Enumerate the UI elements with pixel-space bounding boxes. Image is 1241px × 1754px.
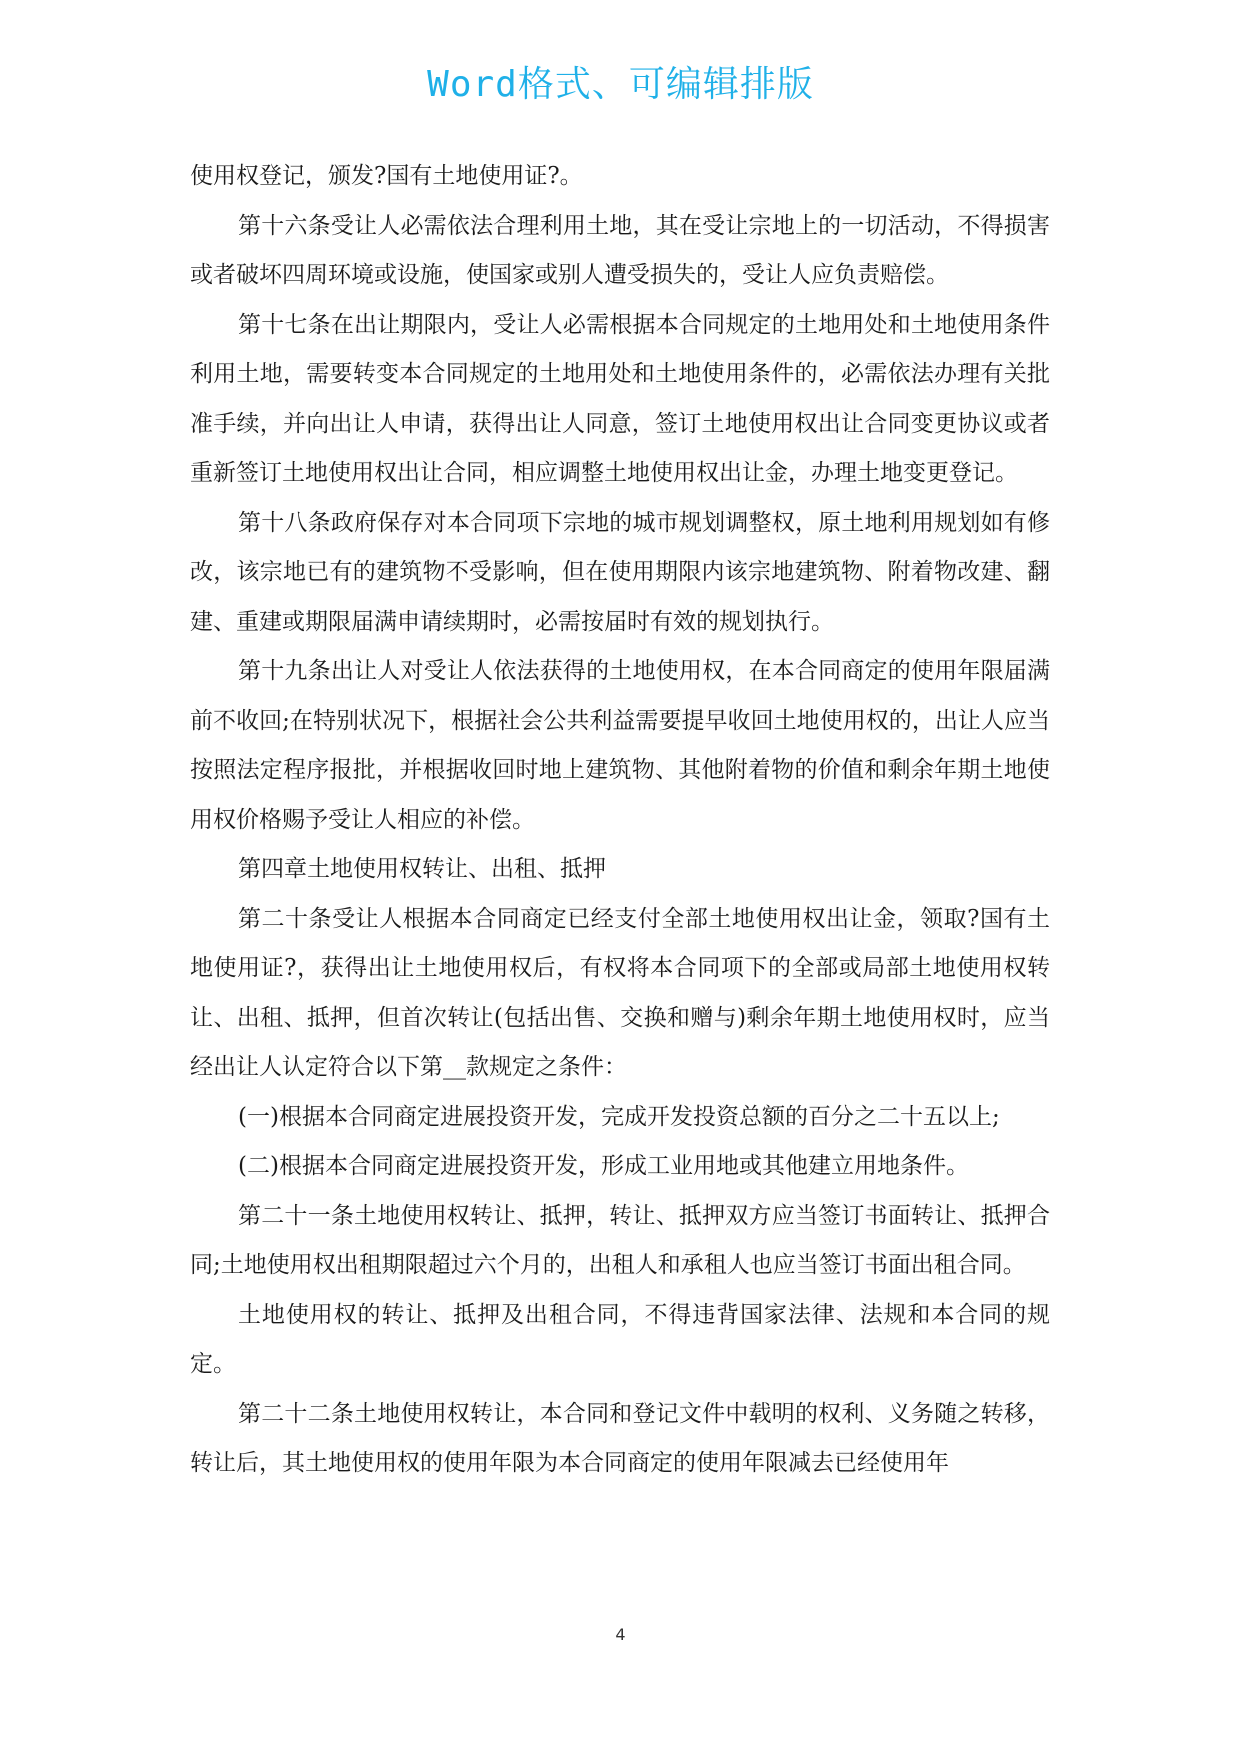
chapter-heading: 第四章土地使用权转让、出租、抵押 bbox=[238, 856, 606, 882]
paragraph-article-16: 第十六条受让人必需依法合理利用土地，其在受让宗地上的一切活动，不得损害或者破坏四周环境或设施，使国家或别人遭受损失的，受让人应负责赔偿。 bbox=[190, 212, 1050, 288]
paragraph-article-20: 第二十条受让人根据本合同商定已经支付全部土地使用权出让金，领取?国有土地使用证?，获得出让土地使用权后，有权将本合同项下的全部或局部土地使用权转让、出租、抵押，但首次转让(包括出售、交换和赠与)剩余年期土地使用权时，应当经出让人认定符合以下第__款规定之条件： bbox=[190, 905, 1050, 1080]
paragraph-article-21-contd: 土地使用权的转让、抵押及出租合同，不得违背国家法律、法规和本合同的规定。 bbox=[190, 1301, 1050, 1377]
paragraph-article-18: 第十八条政府保存对本合同项下宗地的城市规划调整权，原土地利用规划如有修改，该宗地已有的建筑物不受影响，但在使用期限内该宗地建筑物、附着物改建、翻建、重建或期限届满申请续期时，必需按届时有效的规划执行。 bbox=[190, 509, 1050, 635]
paragraph-article-22: 第二十二条土地使用权转让，本合同和登记文件中载明的权利、义务随之转移，转让后，其土地使用权的使用年限为本合同商定的使用年限减去已经使用年 bbox=[190, 1400, 1050, 1476]
document-body bbox=[190, 152, 1050, 1489]
list-item-condition-1: (一)根据本合同商定进展投资开发，完成开发投资总额的百分之二十五以上; bbox=[238, 1103, 1000, 1130]
list-item-condition-2: (二)根据本合同商定进展投资开发，形成工业用地或其他建立用地条件。 bbox=[238, 1153, 969, 1179]
paragraph-continuation: 使用权登记，颁发?国有土地使用证?。 bbox=[190, 163, 583, 189]
paragraph-article-21: 第二十一条土地使用权转让、抵押，转让、抵押双方应当签订书面转让、抵押合同;土地使用权出租期限超过六个月的，出租人和承租人也应当签订书面出租合同。 bbox=[190, 1202, 1050, 1278]
page-header-title: Word格式、可编辑排版 bbox=[427, 64, 814, 105]
paragraph-article-17: 第十七条在出让期限内，受让人必需根据本合同规定的土地用处和土地使用条件利用土地，需要转变本合同规定的土地用处和土地使用条件的，必需依法办理有关批准手续，并向出让人申请，获得出让人同意，签订土地使用权出让合同变更协议或者重新签订土地使用权出让合同，相应调整土地使用权出让金，办理土地变更登记。 bbox=[190, 311, 1050, 486]
page-number: 4 bbox=[615, 1625, 626, 1644]
paragraph-article-19: 第十九条出让人对受让人依法获得的土地使用权，在本合同商定的使用年限届满前不收回;在特别状况下，根据社会公共利益需要提早收回土地使用权的，出让人应当按照法定程序报批，并根据收回时地上建筑物、其他附着物的价值和剩余年期土地使用权价格赐予受让人相应的补偿。 bbox=[190, 658, 1050, 833]
